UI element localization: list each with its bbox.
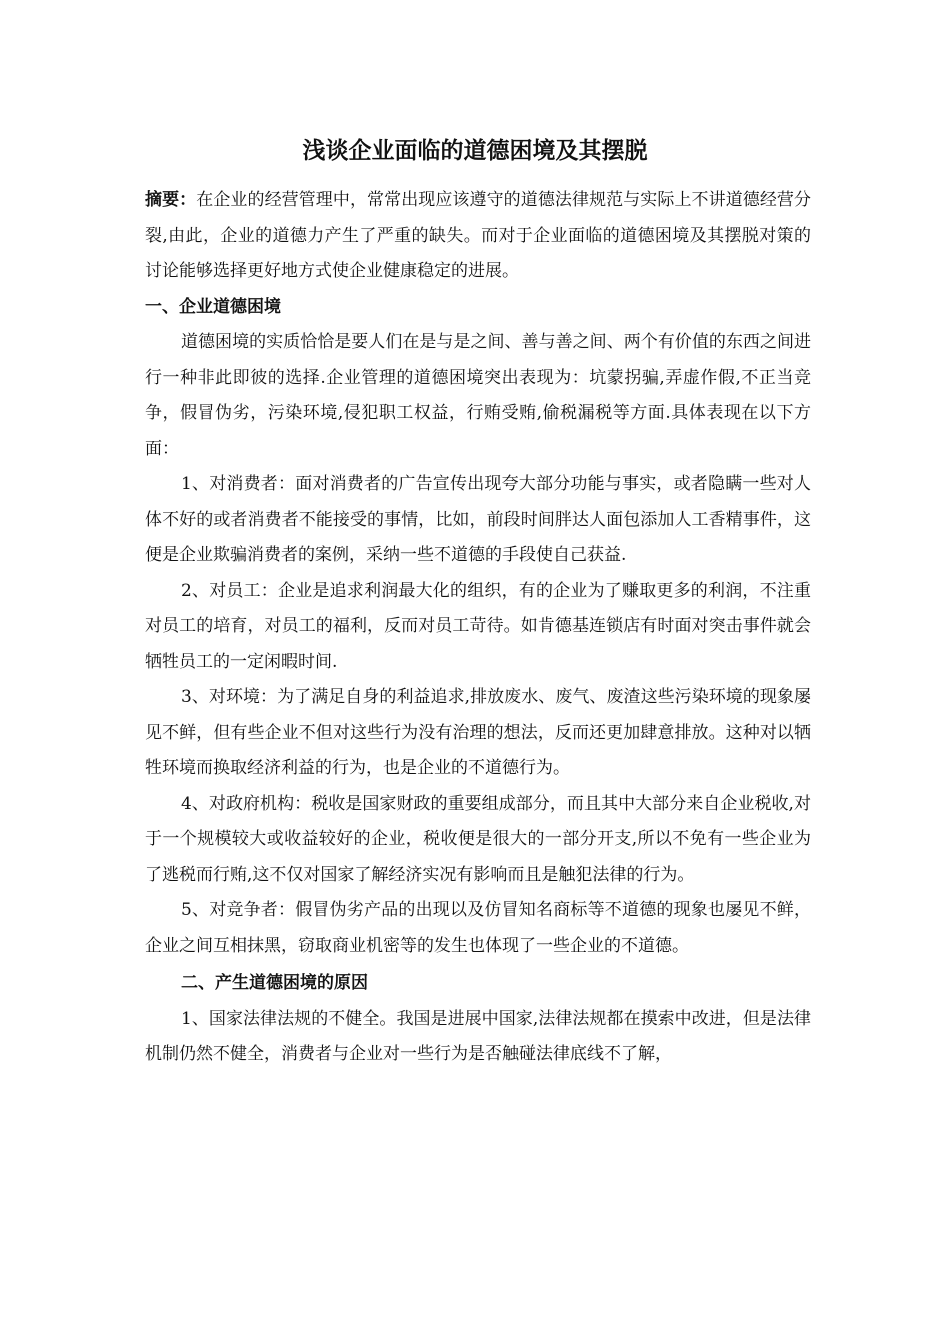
section-1-item-government: 4、对政府机构：税收是国家财政的重要组成部分，而且其中大部分来自企业税收,对于一个规模较大或收益较好的企业，税收便是很大的一部分开支,所以不免有一些企业为了逃税而行贿,这不仅对国家了解经济实况有影响而且是触犯法律的行为。 xyxy=(145,793,811,885)
document-title: 浅谈企业面临的道德困境及其摆脱 xyxy=(302,137,648,164)
document-body xyxy=(145,183,811,1073)
abstract-text: 在企业的经营管理中，常常出现应该遵守的道德法律规范与实际上不讲道德经营分裂,由此，企业的道德力产生了严重的缺失。而对于企业面临的道德困境及其摆脱对策的讨论能够选择更好地方式使企业健康稳定的进展。 xyxy=(145,190,812,281)
section-1-item-environment: 3、对环境：为了满足自身的利益追求,排放废水、废气、废渣这些污染环境的现象屡见不鲜，但有些企业不但对这些行为没有治理的想法，反而还更加肆意排放。这种对以牺牲环境而换取经济利益的行为，也是企业的不道德行为。 xyxy=(145,687,811,778)
abstract-label: 摘要： xyxy=(145,190,197,210)
section-1-intro: 道德困境的实质恰恰是要人们在是与是之间、善与善之间、两个有价值的东西之间进行一种非此即彼的选择.企业管理的道德困境突出表现为：坑蒙拐骗,弄虚作假,不正当竞争，假冒伪劣，污染环境,侵犯职工权益，行贿受贿,偷税漏税等方面.具体表现在以下方面： xyxy=(145,332,811,459)
section-1-item-employees: 2、对员工：企业是追求利润最大化的组织，有的企业为了赚取更多的利润，不注重对员工的培育，对员工的福利，反而对员工苛待。如肯德基连锁店有时面对突击事件就会牺牲员工的一定闲暇时间. xyxy=(145,580,811,672)
section-2-heading: 二、产生道德困境的原因 xyxy=(181,973,368,993)
section-1-heading: 一、企业道德困境 xyxy=(145,296,281,317)
section-1-item-consumers: 1、对消费者：面对消费者的广告宣传出现夸大部分功能与事实，或者隐瞒一些对人体不好的或者消费者不能接受的事情，比如，前段时间胖达人面包添加人工香精事件，这便是企业欺骗消费者的案例，采纳一些不道德的手段使自己获益. xyxy=(145,474,811,565)
section-2-item-law: 1、国家法律法规的不健全。我国是进展中国家,法律法规都在摸索中改进，但是法律机制仍然不健全，消费者与企业对一些行为是否触碰法律底线不了解， xyxy=(145,1008,811,1064)
section-1-item-competitors: 5、对竞争者：假冒伪劣产品的出现以及仿冒知名商标等不道德的现象也屡见不鲜，企业之间互相抹黑，窃取商业机密等的发生也体现了一些企业的不道德。 xyxy=(145,900,811,956)
abstract-paragraph xyxy=(145,183,811,290)
